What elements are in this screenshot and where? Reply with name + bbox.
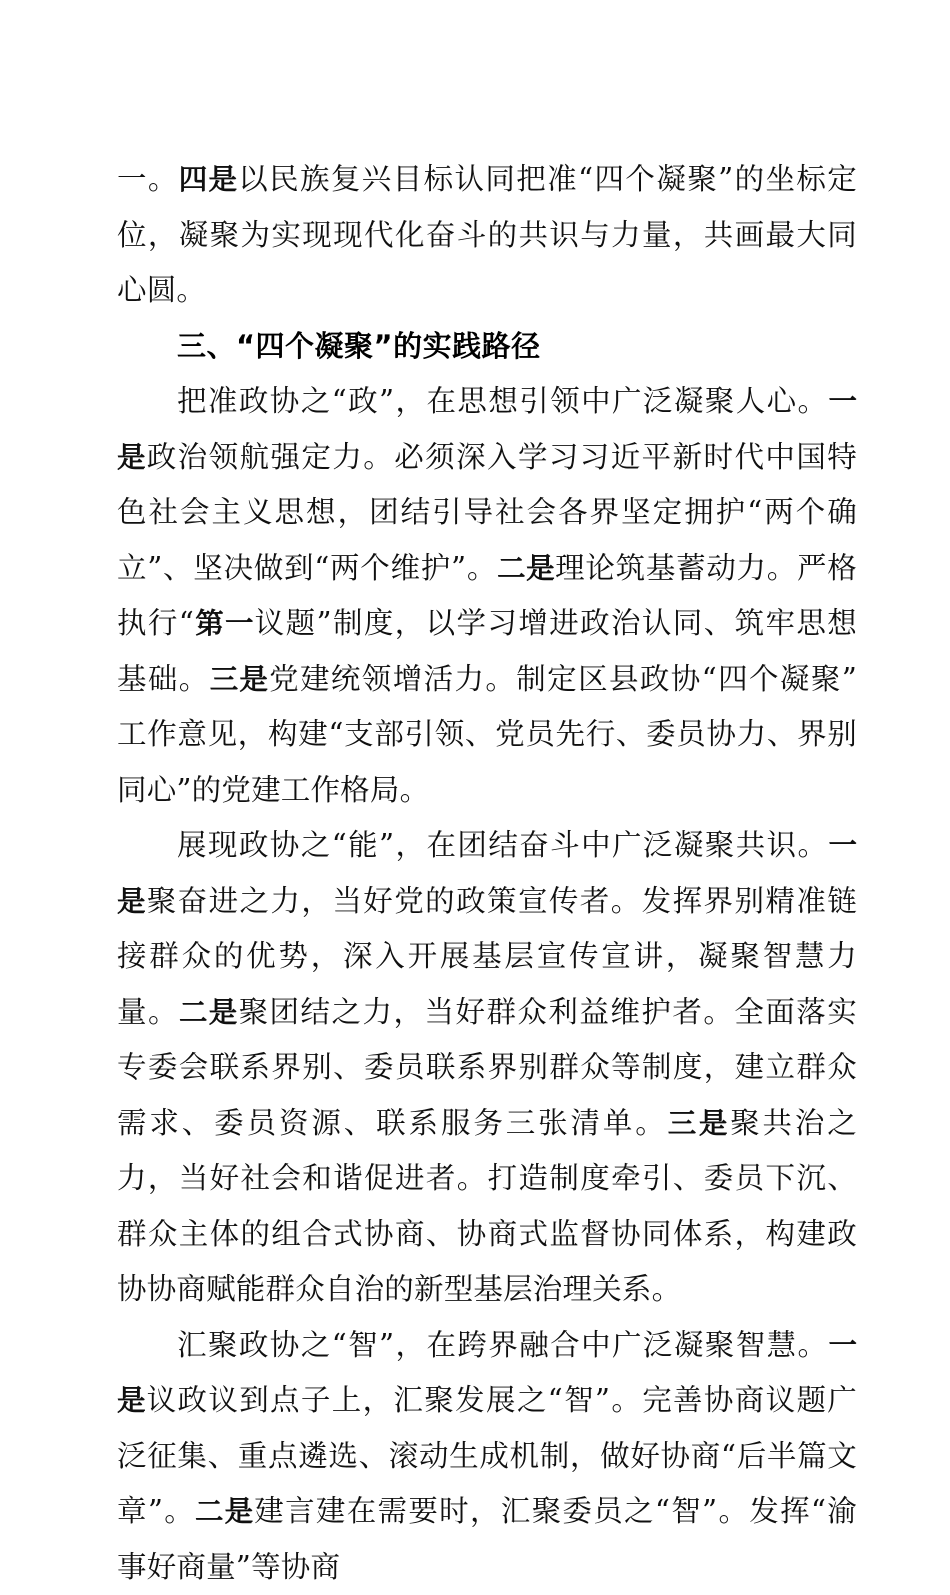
text-run: 政治领航强定力。必须深入学习习近平新时代中国特色社会主义思想，团结引导社会各界坚定拥护“两个确立”、坚决做到“两个维护”。 [117,440,857,585]
text-run: 议政议到点子上，汇聚发展之“智”。完善协商议题广泛征集、重点遴选、滚动生成机制，做好协商“后半篇文章”。 [117,1383,857,1528]
emphasis-run: 三是 [210,663,269,696]
text-run: 理论筑基蓄动力。严格执行“ [117,551,857,641]
paragraph-neng [117,818,857,1318]
paragraph-zhi [117,1318,857,1595]
text-run: 以民族复兴目标认同把准“四个凝聚”的坐标定位，凝聚为实现现代化奋斗的共识与力量，共画最大同心圆。 [117,162,857,307]
text-run: 汇聚政协之“智”，在跨界融合中广泛凝聚智慧。 [177,1328,828,1362]
text-run: 把准政协之“政”，在思想引领中广泛凝聚人心。 [177,384,828,418]
continuation-paragraph [117,152,857,319]
text-run: 聚团结之力，当好群众利益维护者。全面落实专委会联系界别、委员联系界别群众等制度，建立群众需求、委员资源、联系服务三张清单。 [117,995,857,1140]
emphasis-run: 第一 [194,607,255,640]
emphasis-run: 一是 [117,385,857,474]
text-run: 党建统领增活力。制定区县政协“四个凝聚”工作意见，构建“支部引领、党员先行、委员协力、界别同心”的党建工作格局。 [117,662,857,807]
emphasis-run: 一是 [117,829,857,918]
emphasis-run: 四是 [179,163,238,196]
text-run: 建言建在需要时，汇聚委员之“智”。发挥“渝事好商量”等协商 [117,1494,857,1584]
paragraph-zheng [117,374,857,818]
emphasis-run: 二是 [179,996,239,1029]
text-run: 展现政协之“能”，在团结奋斗中广泛凝聚共识。 [177,828,828,862]
emphasis-run: 三是 [668,1107,730,1140]
emphasis-run: 一是 [117,1329,857,1418]
text-run: 聚共治之力，当好社会和谐促进者。打造制度牵引、委员下沉、群众主体的组合式协商、协商式监督协同体系，构建政协协商赋能群众自治的新型基层治理关系。 [117,1106,857,1307]
text-run: 聚奋进之力，当好党的政策宣传者。发挥界别精准链接群众的优势，深入开展基层宣传宣讲，凝聚智慧力量。 [117,884,857,1029]
emphasis-run: 二是 [195,1495,254,1528]
section-heading: 三、“四个凝聚”的实践路径 [117,319,857,375]
document-text-body [117,152,857,1595]
emphasis-run: 二是 [497,552,555,585]
text-run: 一。 [117,162,179,196]
text-run: 议题”制度，以学习增进政治认同、筑牢思想基础。 [117,606,857,696]
